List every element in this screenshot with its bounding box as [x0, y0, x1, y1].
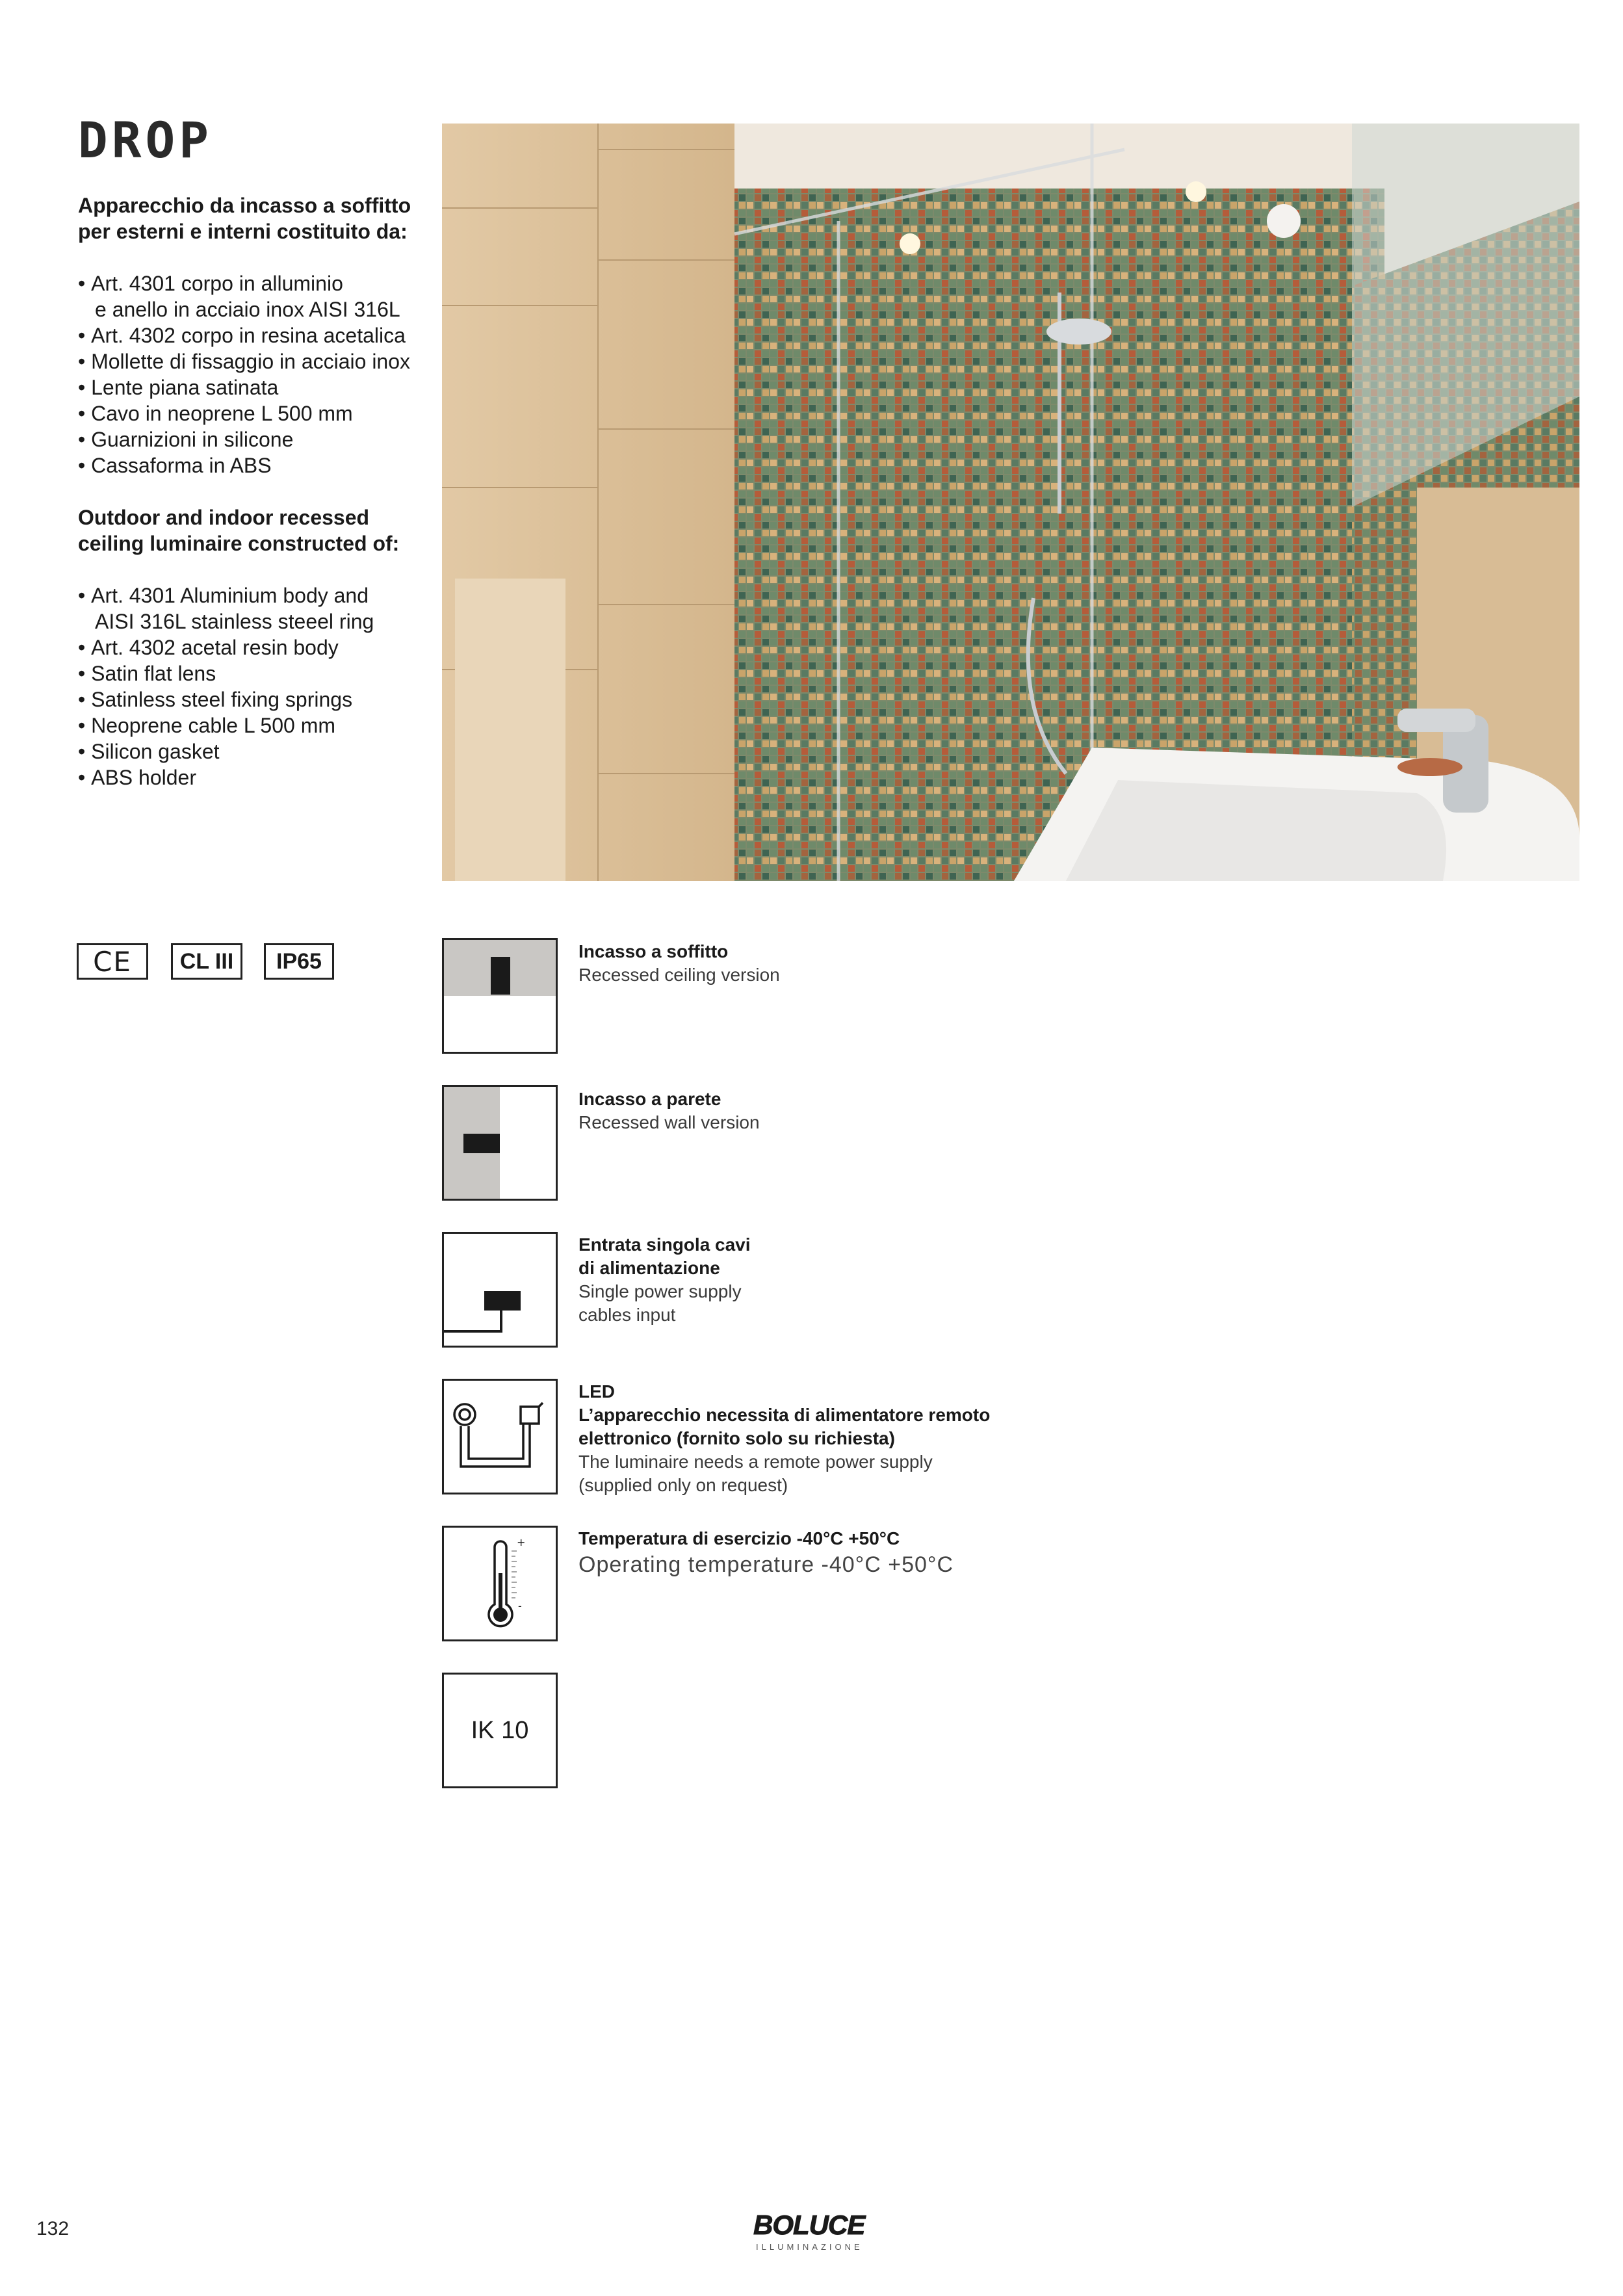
- list-item: • Art. 4302 corpo in resina acetalica: [78, 322, 442, 348]
- description-english-heading: [78, 504, 442, 556]
- heading-line: Outdoor and indoor recessed: [78, 506, 370, 529]
- list-item: [78, 582, 442, 634]
- thermometer-icon: [442, 1526, 558, 1641]
- thermometer-minus-label: -: [518, 1600, 522, 1612]
- text-line: LED: [578, 1381, 615, 1402]
- product-title: DROP: [78, 111, 213, 169]
- description-italian: [78, 192, 442, 478]
- page-number: 132: [36, 2218, 70, 2239]
- text-line: cables input: [578, 1305, 676, 1325]
- ik-rating-box: [442, 1673, 558, 1788]
- brand-name: BOLUCE: [753, 2210, 865, 2240]
- list-item-text: Art. 4301 corpo in alluminio e anello in acciaio inox AISI 316L: [91, 272, 400, 321]
- remote-driver-icon: [442, 1379, 558, 1494]
- thermometer-plus-label: +: [517, 1536, 526, 1548]
- bathroom-illustration: [442, 124, 1579, 881]
- text-line: (supplied only on request): [578, 1475, 788, 1495]
- text-line: elettronico (fornito solo su richiesta): [578, 1428, 895, 1448]
- list-item: • ABS holder: [78, 764, 442, 790]
- thermometer-diagram: [444, 1528, 556, 1639]
- list-item: [78, 270, 442, 322]
- list-item: • Guarnizioni in silicone: [78, 426, 442, 452]
- list-item: • Lente piana satinata: [78, 374, 442, 400]
- ceiling-recessed-icon: [442, 938, 558, 1054]
- led-text-english: [578, 1450, 1072, 1497]
- brand-logo-graphic: [751, 2206, 874, 2258]
- list-item: • Art. 4302 acetal resin body: [78, 634, 442, 660]
- heading-line: ceiling luminaire constructed of:: [78, 532, 400, 555]
- feature-wall-text: Incasso a parete Recessed wall version: [578, 1089, 760, 1132]
- brand-subtitle: ILLUMINAZIONE: [756, 2242, 863, 2252]
- single-cable-input-icon: [442, 1232, 558, 1348]
- text-line: The luminaire needs a remote power supply: [578, 1452, 933, 1472]
- cable-text-italian: [578, 1233, 1072, 1280]
- feature-cable-text: [578, 1233, 1072, 1327]
- ik-rating-label: IK 10: [471, 1716, 529, 1744]
- bathroom-photo: [442, 124, 1579, 881]
- heading-line: per esterni e interni costituito da:: [78, 220, 408, 243]
- list-item-text: Art. 4301 Aluminium body and AISI 316L stainless steeel ring: [91, 584, 374, 633]
- list-item: • Cavo in neoprene L 500 mm: [78, 400, 442, 426]
- feature-temperature-text: Temperatura di esercizio -40°C +50°C Operating temperature -40°C +50°C: [578, 1528, 954, 1577]
- description-english: [78, 504, 442, 790]
- ceiling-recessed-diagram: [444, 940, 556, 1052]
- feature-led-text: [578, 1380, 1072, 1497]
- ip-rating-badge: IP65: [264, 943, 334, 980]
- cable-text-english: [578, 1280, 1072, 1327]
- text-line: di alimentazione: [578, 1258, 720, 1278]
- list-item: • Satin flat lens: [78, 660, 442, 686]
- boluce-logo: [751, 2206, 874, 2258]
- remote-driver-diagram: [444, 1381, 556, 1493]
- list-item: • Neoprene cable L 500 mm: [78, 712, 442, 738]
- text-line: Single power supply: [578, 1281, 742, 1301]
- feature-list-english: [78, 582, 442, 790]
- single-cable-diagram: [444, 1234, 556, 1346]
- insulation-class-badge: CL III: [171, 943, 242, 980]
- heading-line: Apparecchio da incasso a soffitto: [78, 194, 411, 217]
- list-item: • Satinless steel fixing springs: [78, 686, 442, 712]
- ce-mark-badge: CE: [77, 943, 148, 980]
- feature-list-italian: [78, 270, 442, 478]
- feature-ceiling-text: Incasso a soffitto Recessed ceiling version: [578, 941, 780, 985]
- list-item: • Cassaforma in ABS: [78, 452, 442, 478]
- list-item: • Mollette di fissaggio in acciaio inox: [78, 348, 442, 374]
- wall-recessed-diagram: [444, 1087, 556, 1199]
- list-item: • Silicon gasket: [78, 738, 442, 764]
- led-text-italian: [578, 1380, 1072, 1450]
- wall-recessed-icon: [442, 1085, 558, 1201]
- text-line: L’apparecchio necessita di alimentatore remoto: [578, 1405, 991, 1425]
- description-italian-heading: [78, 192, 442, 244]
- text-line: Entrata singola cavi: [578, 1234, 751, 1255]
